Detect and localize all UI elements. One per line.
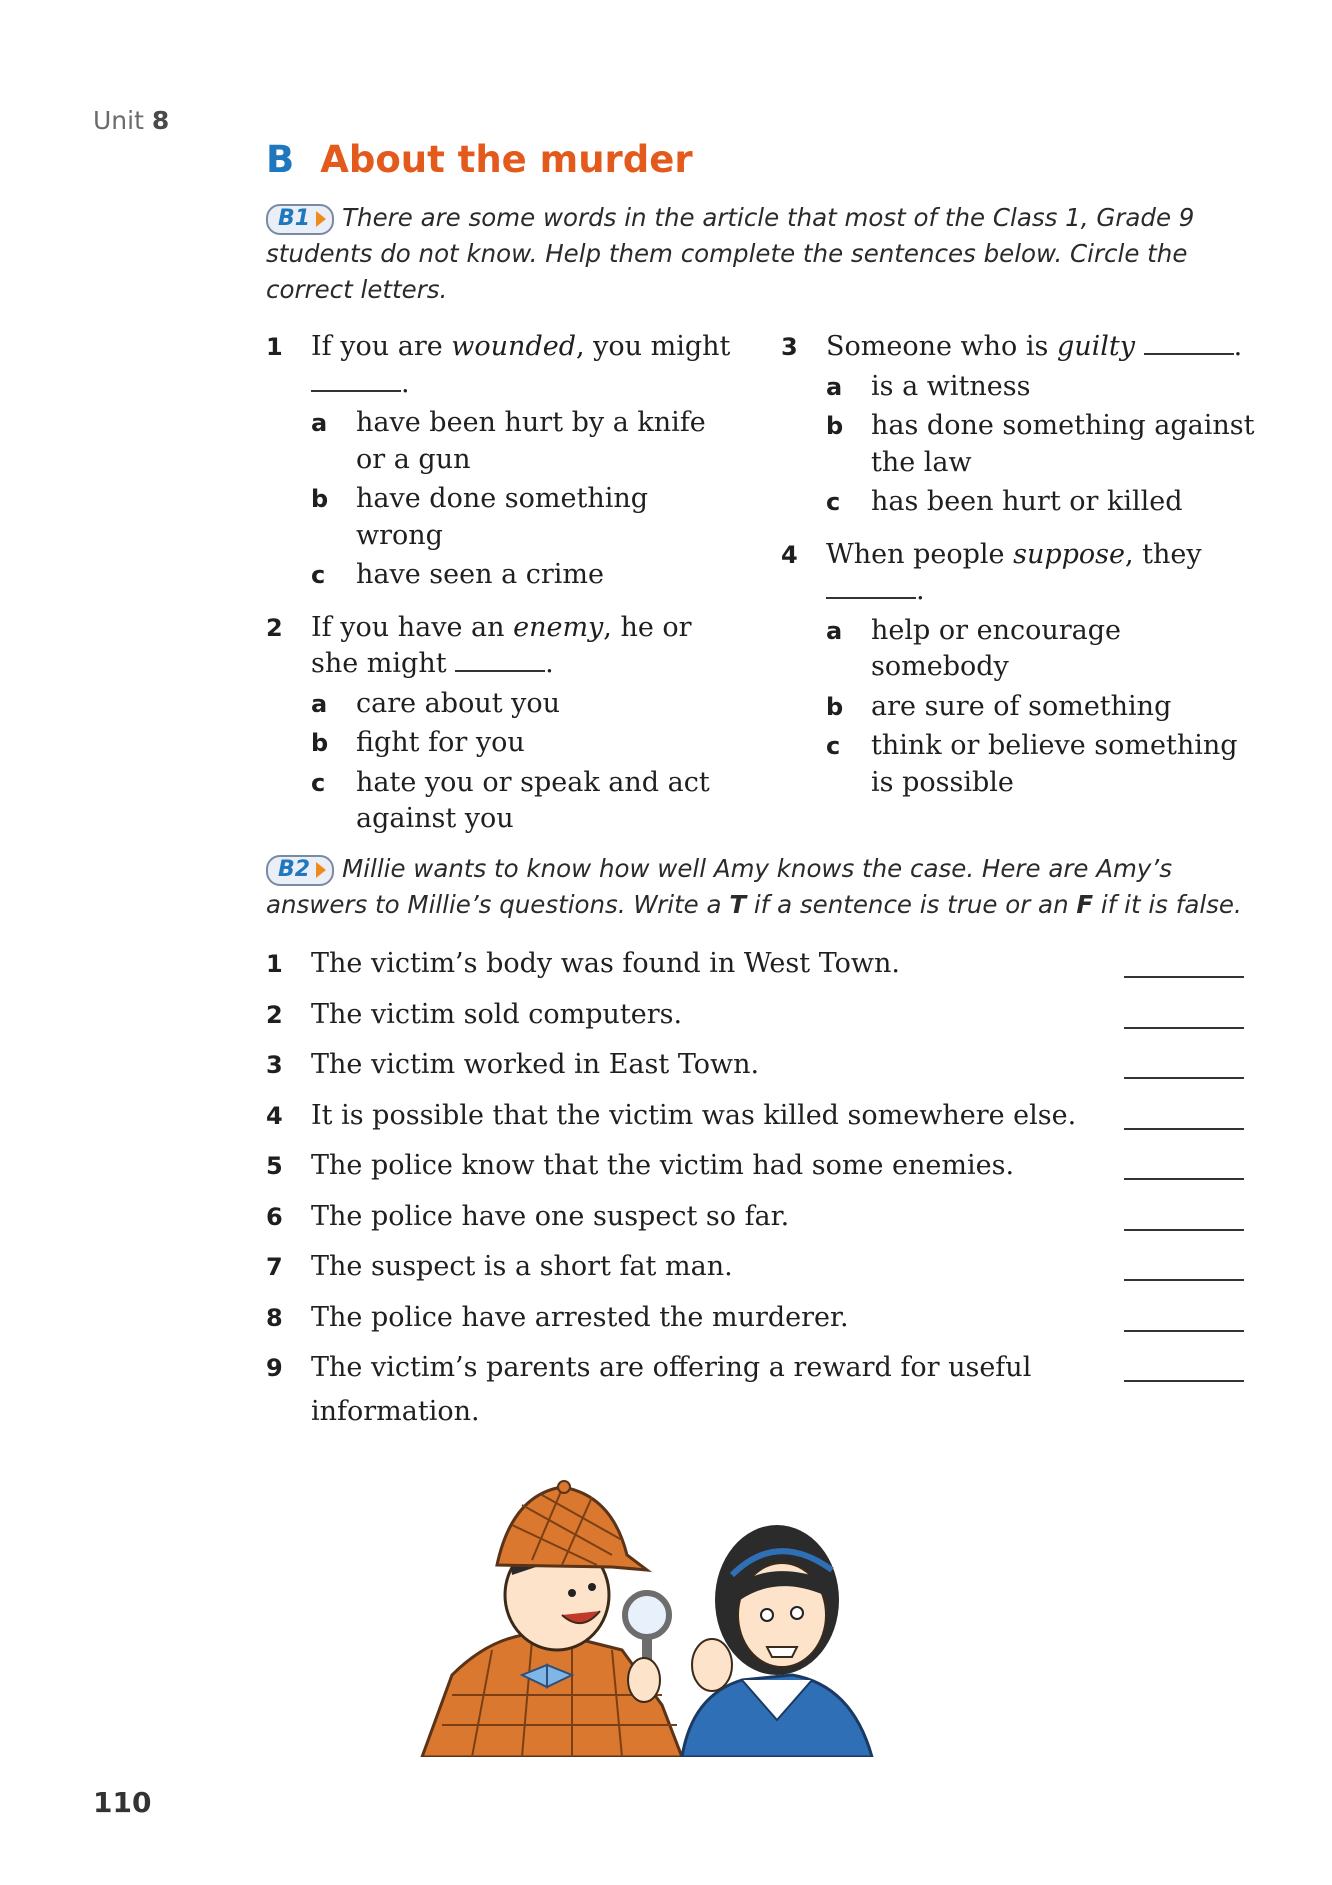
question-2 [266, 610, 736, 838]
statement-number: 8 [266, 1303, 283, 1332]
b2-instruction: B2 Millie wants to know how well Amy knows the case. Here are Amy’s answers to Millie’s questions. Write a T if a sentence is true or an F if it is false. [266, 854, 1242, 919]
b1-left-column [266, 329, 736, 850]
statement-item [266, 1144, 1244, 1188]
statement-item [266, 1043, 1244, 1087]
option-c[interactable]: c think or believe something is possible [826, 730, 1238, 798]
option-b[interactable]: b fight for you [311, 727, 525, 758]
statement-item [266, 1195, 1244, 1239]
b1-instruction: B1 There are some words in the article that most of the Class 1, Grade 9 students do not know. Help them complete the sentences below. Circle the correct letters. [266, 203, 1195, 304]
question-4 [781, 537, 1261, 802]
statement-number: 3 [266, 1051, 283, 1079]
b1-badge: B1 [266, 204, 334, 235]
answer-line[interactable] [1124, 1279, 1244, 1281]
magnifying-glass [625, 1593, 669, 1637]
question-3 [781, 329, 1261, 521]
option-c[interactable]: c has been hurt or killed [826, 486, 1183, 517]
statement-number: 5 [266, 1152, 283, 1180]
unit-label: Unit 8 [93, 106, 170, 135]
b2-badge: B2 [266, 855, 334, 886]
answer-line[interactable] [1124, 1128, 1244, 1130]
answer-blank [311, 366, 401, 392]
keyword: suppose [1013, 538, 1125, 570]
statement-item [266, 993, 1244, 1037]
question-stem: When people suppose, they . [826, 538, 1202, 606]
statement-number: 9 [266, 1354, 283, 1382]
true-false-list [266, 942, 1244, 1441]
statement-text: It is possible that the victim was killed somewhere else. [311, 1099, 1077, 1131]
question-stem: If you have an enemy, he or she might . [311, 611, 692, 679]
question-number: 2 [266, 613, 283, 642]
answer-line[interactable] [1124, 1027, 1244, 1029]
option-a[interactable]: a have been hurt by a knife or a gun [311, 407, 706, 475]
statement-text: The police have arrested the murderer. [311, 1301, 849, 1333]
option-b[interactable]: b has done something against the law [826, 410, 1255, 478]
question-stem: Someone who is guilty . [826, 331, 1243, 362]
answer-blank [1144, 329, 1234, 355]
statement-number: 6 [266, 1202, 283, 1231]
statement-item [266, 1245, 1244, 1289]
statement-item [266, 1296, 1244, 1340]
statement-text: The suspect is a short fat man. [311, 1251, 733, 1282]
statement-text: The police know that the victim had some enemies. [311, 1150, 1015, 1181]
question-number: 4 [781, 540, 798, 569]
answer-line[interactable] [1124, 1380, 1244, 1382]
keyword: guilty [1056, 331, 1135, 362]
question-1 [266, 329, 736, 594]
question-number: 3 [781, 333, 798, 361]
play-arrow-icon [316, 862, 326, 878]
option-c[interactable]: c have seen a crime [311, 559, 605, 590]
answer-line[interactable] [1124, 1229, 1244, 1231]
statement-text: The victim worked in East Town. [311, 1049, 760, 1080]
statement-text: The victim’s parents are offering a reward for useful information. [311, 1352, 1032, 1427]
option-a[interactable]: a help or encourage somebody [826, 614, 1122, 682]
answer-line[interactable] [1124, 1178, 1244, 1180]
page-number: 110 [93, 1786, 152, 1819]
keyword: wounded [451, 331, 576, 362]
statement-item [266, 1346, 1244, 1434]
section-title-text: About the murder [320, 138, 693, 181]
statement-text: The victim sold computers. [311, 998, 683, 1030]
answer-line[interactable] [1124, 1077, 1244, 1079]
section-title [266, 138, 693, 181]
detective-illustration [412, 1475, 982, 1757]
statement-text: The police have one suspect so far. [311, 1200, 790, 1232]
statement-number: 7 [266, 1253, 283, 1281]
b1-right-column [781, 329, 1261, 813]
statement-number: 1 [266, 950, 283, 978]
answer-line[interactable] [1124, 976, 1244, 978]
play-arrow-icon [316, 211, 326, 227]
question-stem: If you are wounded, you might . [311, 331, 731, 399]
question-number: 1 [266, 333, 283, 361]
option-b[interactable]: b are sure of something [826, 690, 1172, 722]
answer-blank [826, 573, 916, 599]
option-c[interactable]: c hate you or speak and act against you [311, 766, 710, 834]
option-b[interactable]: b have done something wrong [311, 483, 649, 551]
statement-text: The victim’s body was found in West Town. [311, 948, 900, 979]
statement-number: 2 [266, 1000, 283, 1029]
keyword: enemy [513, 611, 604, 643]
option-a[interactable]: a care about you [311, 687, 561, 719]
statement-item [266, 942, 1244, 986]
section-letter: B [266, 138, 295, 181]
statement-item [266, 1094, 1244, 1138]
option-a[interactable]: a is a witness [826, 370, 1031, 402]
statement-number: 4 [266, 1101, 283, 1130]
answer-blank [455, 646, 545, 672]
answer-line[interactable] [1124, 1330, 1244, 1332]
